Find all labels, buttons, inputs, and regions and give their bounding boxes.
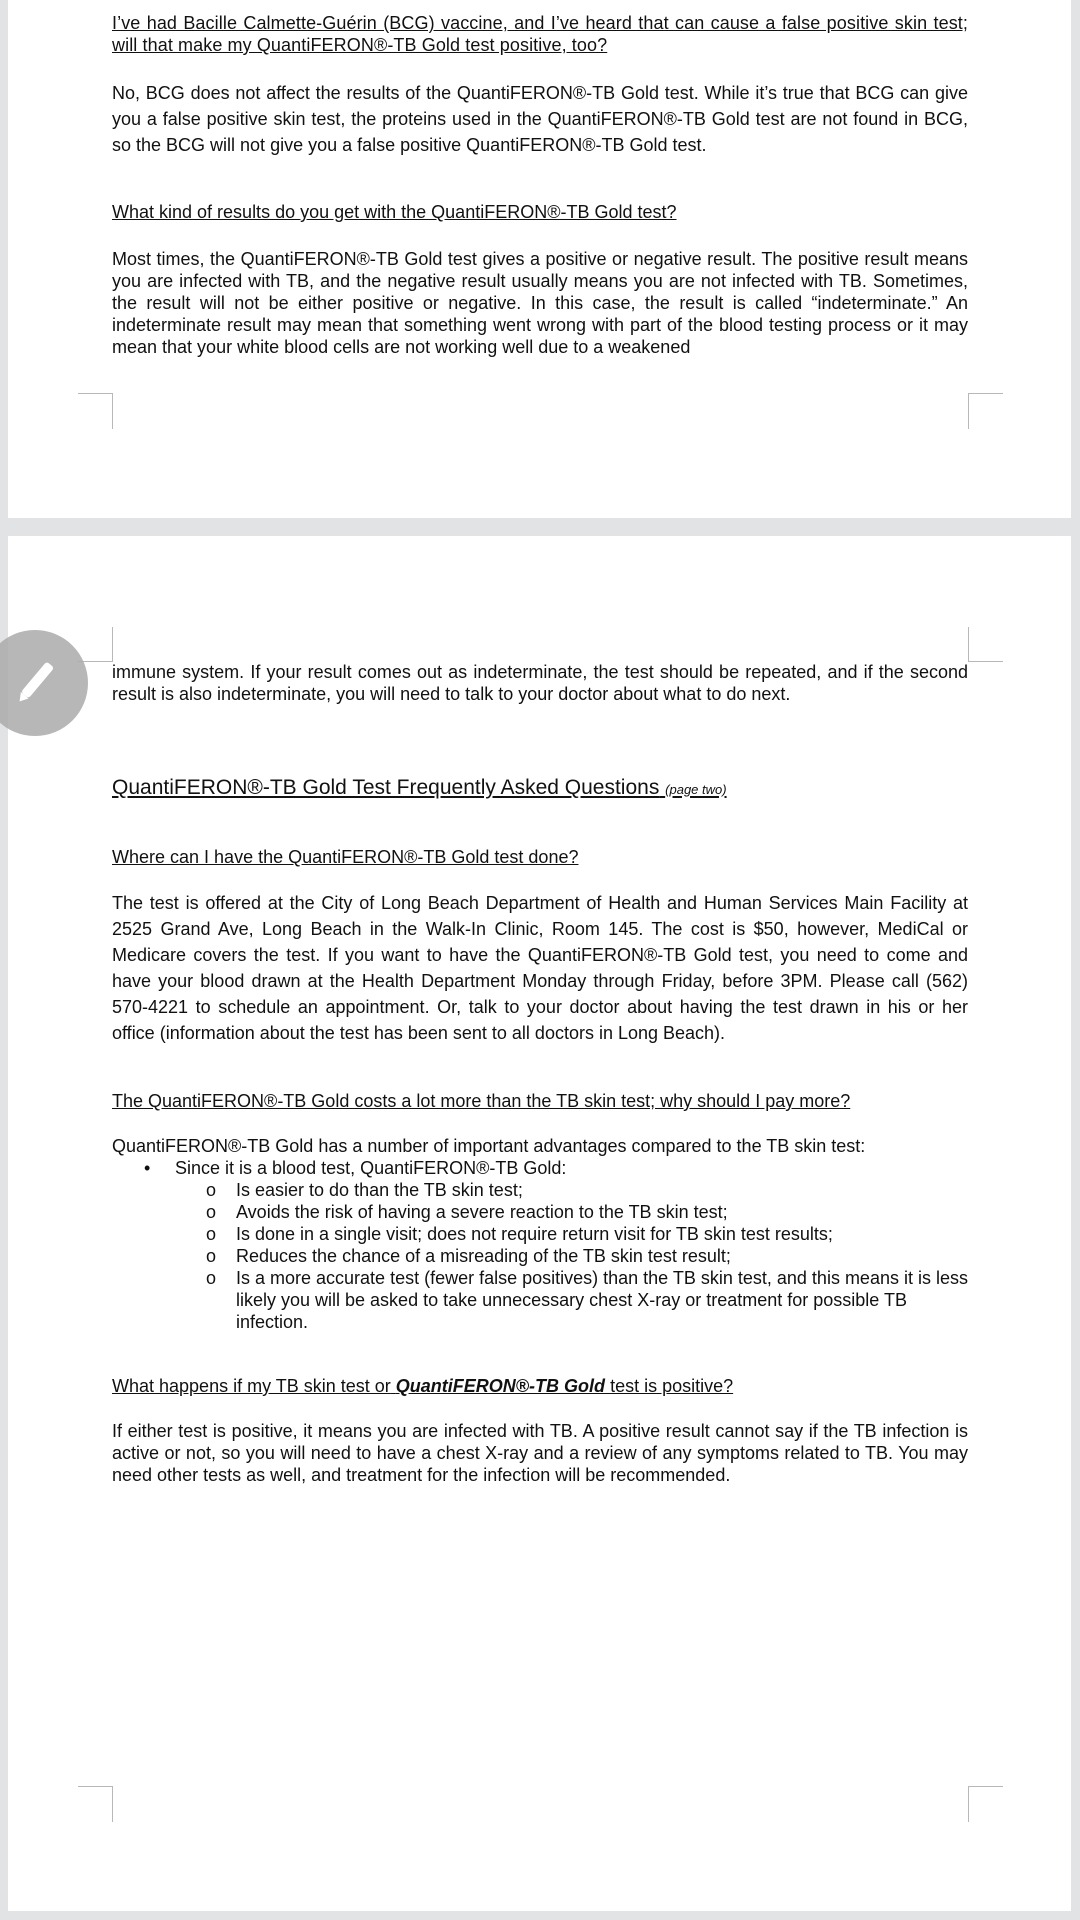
section-title-text: QuantiFERON®-TB Gold Test Frequently Asked Questions [112,776,660,799]
sub-bullet-text: Reduces the chance of a misreading of the TB skin test result; [236,1246,731,1266]
list-item [174,1245,968,1267]
list-item [174,1223,968,1245]
list-item [174,1179,968,1201]
faq-question-bcg: I’ve had Bacille Calmette-Guérin (BCG) vaccine, and I’ve heard that can cause a false positive skin test; will that make my QuantiFERON®-TB Gold test positive, too? [112,13,968,55]
bullet-text: Since it is a blood test, QuantiFERON®-TB Gold: [175,1158,567,1178]
sub-bullet-marker: o [206,1224,217,1244]
faq-question-positive-post: test is positive? [610,1376,734,1396]
faq-answer-bcg-block [112,80,968,158]
sub-bullet-text: Is done in a single visit; does not require return visit for TB skin test results; [236,1224,833,1244]
faq-answer-cost-intro: QuantiFERON®-TB Gold has a number of important advantages compared to the TB skin test: [112,1136,866,1156]
sub-bullet-text: Is a more accurate test (fewer false positives) than the TB skin test, and this means it is less likely you will be asked to take unnecessary chest X-ray or treatment for possible TB infection. [236,1268,968,1332]
faq-question-results-block [112,201,968,223]
margin-corner-mark-tl [78,627,113,662]
faq-answer-results-part1: Most times, the QuantiFERON®-TB Gold test gives a positive or negative result. The positive result means you are infected with TB, and the negative result usually means you are not infected with TB. Sometimes, the result will not be either positive or negative. In this case, the result is called “indeterminate.” An indeterminate result may mean that something went wrong with part of the blood testing process or it may mean that your white blood cells are not working well due to a weakened [112,249,968,357]
margin-corner-mark-br2 [968,1786,1003,1822]
section-title-block [112,775,968,803]
faq-answer-results-part2: immune system. If your result comes out as indeterminate, the test should be repeated, and if the second result is also indeterminate, you will need to talk to your doctor about what to do next. [112,662,968,704]
sub-bullet-marker: o [206,1246,217,1266]
margin-corner-mark-br [968,393,1003,429]
faq-question-where-block [112,846,968,868]
sub-bullet-text: Is easier to do than the TB skin test; [236,1180,523,1200]
faq-question-results: What kind of results do you get with the QuantiFERON®-TB Gold test? [112,202,677,222]
advantages-list [112,1157,968,1179]
faq-answer-results-block [112,248,968,358]
faq-question-positive-pre: What happens if my TB skin test or [112,1376,391,1396]
faq-question-cost-block [112,1090,968,1112]
faq-answer-cost-block [112,1135,968,1333]
list-item [112,1157,968,1179]
faq-question-where: Where can I have the QuantiFERON®-TB Gold test done? [112,847,579,867]
section-title-note: (page two) [665,782,727,797]
sub-bullet-marker: o [206,1202,217,1222]
faq-answer-bcg: No, BCG does not affect the results of the QuantiFERON®-TB Gold test. While it’s true that BCG can give you a false positive skin test, the proteins used in the QuantiFERON®-TB Gold test are not found in BCG, so the BCG will not give you a false positive QuantiFERON®-TB Gold test. [112,83,968,155]
faq-answer-positive: If either test is positive, it means you are infected with TB. A positive result cannot say if the TB infection is active or not, so you will need to have a chest X-ray and a review of any symptoms related to TB. You may need other tests as well, and treatment for the infection will be recommended. [112,1421,968,1485]
faq-answer-where-block [112,890,968,1046]
faq-question-bcg-block [112,12,968,56]
list-item [174,1267,968,1333]
faq-question-cost: The QuantiFERON®-TB Gold costs a lot more than the TB skin test; why should I pay more? [112,1091,851,1111]
faq-answer-results-cont-block [112,661,968,705]
faq-answer-where: The test is offered at the City of Long Beach Department of Health and Human Services Main Facility at 2525 Grand Ave, Long Beach in the Walk-In Clinic, Room 145. The cost is $50, however, MediCal or Medicare covers the test. If you want to have the QuantiFERON®-TB Gold test, you need to come and have your blood drawn at the Health Department Monday through Friday, before 3PM. Please call (562) 570-4221 to schedule an appointment. Or, talk to your doctor about having the test drawn in his or her office (information about the test has been sent to all doctors in Long Beach). [112,893,968,1043]
sub-bullet-marker: o [206,1268,217,1288]
faq-question-positive-block [112,1375,968,1397]
margin-corner-mark-bl [78,393,113,429]
sub-bullet-marker: o [206,1180,217,1200]
faq-question-positive-emph: QuantiFERON®-TB Gold [395,1376,606,1396]
advantages-sublist [112,1179,968,1333]
faq-question-positive [112,1375,968,1397]
faq-answer-positive-block [112,1420,968,1486]
sub-bullet-text: Avoids the risk of having a severe reaction to the TB skin test; [236,1202,728,1222]
section-title [112,775,968,803]
bullet-marker: • [144,1158,151,1178]
pencil-icon [5,653,65,713]
margin-corner-mark-tr [968,627,1003,662]
margin-corner-mark-bl2 [78,1786,113,1822]
list-item [174,1201,968,1223]
